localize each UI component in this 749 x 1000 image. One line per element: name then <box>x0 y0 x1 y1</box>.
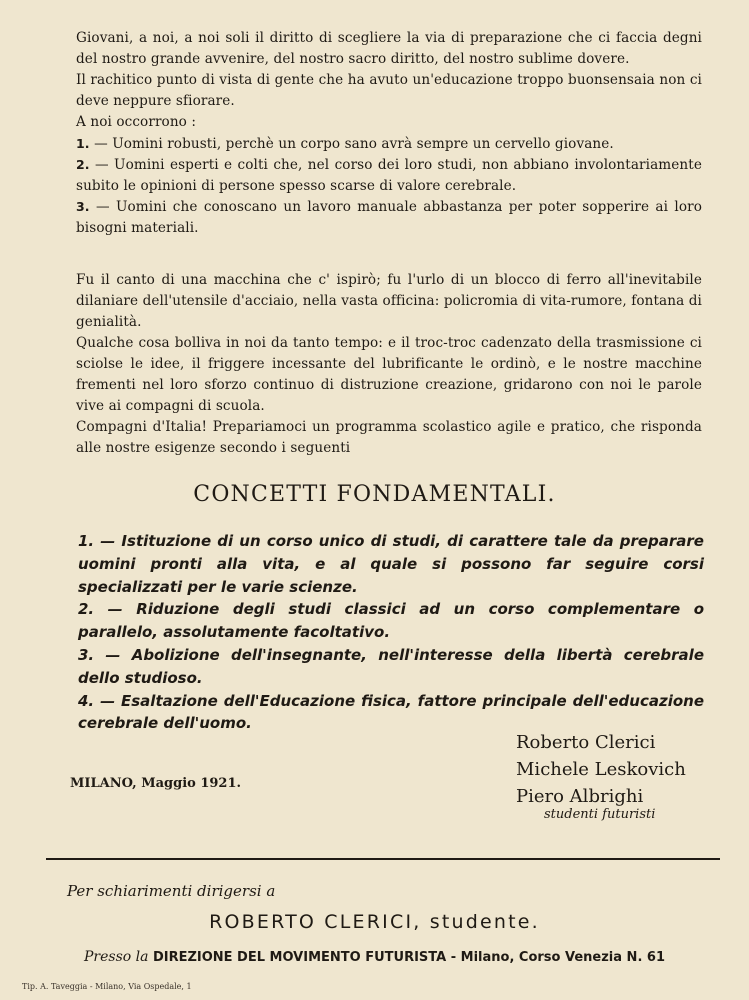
signatory-1: Roberto Clerici <box>516 732 656 753</box>
intro-text-3: A noi occorrono : <box>76 114 197 130</box>
printer-credit: Tip. A. Taveggia - Milano, Via Ospedale, 1 <box>22 982 192 991</box>
footer-contact-intro: Per schiarimenti dirigersi a <box>67 882 276 900</box>
footer-la: la <box>135 949 149 965</box>
place-date: MILANO, Maggio 1921. <box>70 776 242 791</box>
signatory-3: Piero Albrighi <box>516 786 644 807</box>
body-paragraph-3 <box>76 417 702 459</box>
section-heading: CONCETTI FONDAMENTALI. <box>193 482 556 507</box>
need-number-1: 1. <box>76 136 90 151</box>
need-item-2 <box>76 154 702 197</box>
need-text-1: — Uomini robusti, perchè un corpo sano avrà sempre un cervello giovane. <box>94 136 614 152</box>
footer-contact-name: ROBERTO CLERICI, studente. <box>209 911 540 933</box>
concept-item-3: 3. — Abolizione dell'insegnante, nell'interesse della libertà cerebrale dello studioso. <box>78 645 704 687</box>
need-item-1 <box>76 133 702 155</box>
intro-paragraph-3 <box>76 112 702 133</box>
signatories <box>516 729 686 810</box>
concept-item-1: 1. — Istituzione di un corso unico di studi, di carattere tale da preparare uomini pronti alla vita, e al quale si possono far seguire corsi specializzati per le varie scienze. <box>78 532 704 596</box>
intro-text-2: Il rachitico punto di vista di gente che ha avuto un'educazione troppo buonsensaia non ci deve neppure sfiorare. <box>76 72 702 109</box>
signatory-2: Michele Leskovich <box>516 759 686 780</box>
need-text-3: — Uomini che conoscano un lavoro manuale abbastanza per poter sopperire ai loro bisogni materiali. <box>76 199 702 236</box>
concept-item-4: 4. — Esaltazione dell'Educazione fisica, fattore principale dell'educazione cerebrale dell'uomo. <box>78 691 704 733</box>
need-text-2: — Uomini esperti e colti che, nel corso dei loro studi, non abbiano involontariamente subito le opinioni di persone spesso scarse di valore cerebrale. <box>76 157 702 194</box>
intro-paragraph-2 <box>76 70 702 112</box>
concepts-list <box>78 530 704 735</box>
footer-address-rest: DIREZIONE DEL MOVIMENTO FUTURISTA - Milano, Corso Venezia N. 61 <box>152 950 665 965</box>
intro-text-1: Giovani, a noi, a noi soli il diritto di scegliere la via di preparazione che ci faccia degni del nostro grande avvenire, del nostro sacro diritto, del nostro sublime dovere. <box>76 30 702 67</box>
need-item-3 <box>76 196 702 239</box>
concept-item-2: 2. — Riduzione degli studi classici ad un corso complementare o parallelo, assolutamente facoltativo. <box>78 600 704 642</box>
body-paragraph-2 <box>76 333 702 417</box>
body-text-1: Fu il canto di una macchina che c' ispirò; fu l'urlo di un blocco di ferro all'inevitabile dilaniare dell'utensile d'acciaio, nella vasta officina: policromia di vita-rumore, fontana di genialità. <box>76 272 702 330</box>
need-number-2: 2. <box>76 157 90 172</box>
footer-presso: Presso <box>84 949 132 965</box>
footer-address <box>0 949 749 965</box>
body-text-3: Compagni d'Italia! Prepariamoci un programma scolastico agile e pratico, che risponda alle nostre esigenze secondo i seguenti <box>76 419 702 456</box>
body-paragraph-1 <box>76 270 702 333</box>
divider-rule <box>46 858 720 860</box>
intro-paragraph-1 <box>76 28 702 70</box>
need-number-3: 3. <box>76 199 90 214</box>
body-text-2: Qualche cosa bolliva in noi da tanto tempo: e il troc-troc cadenzato della trasmissione ci sciolse le idee, il friggere incessante del lubrificante le ordinò, e le nostre macchine frementi nel loro sforzo continuo di distruzione creazione, gridarono con noi le parole vive ai compagni di scuola. <box>76 335 702 414</box>
signatories-note: studenti futuristi <box>544 807 656 822</box>
